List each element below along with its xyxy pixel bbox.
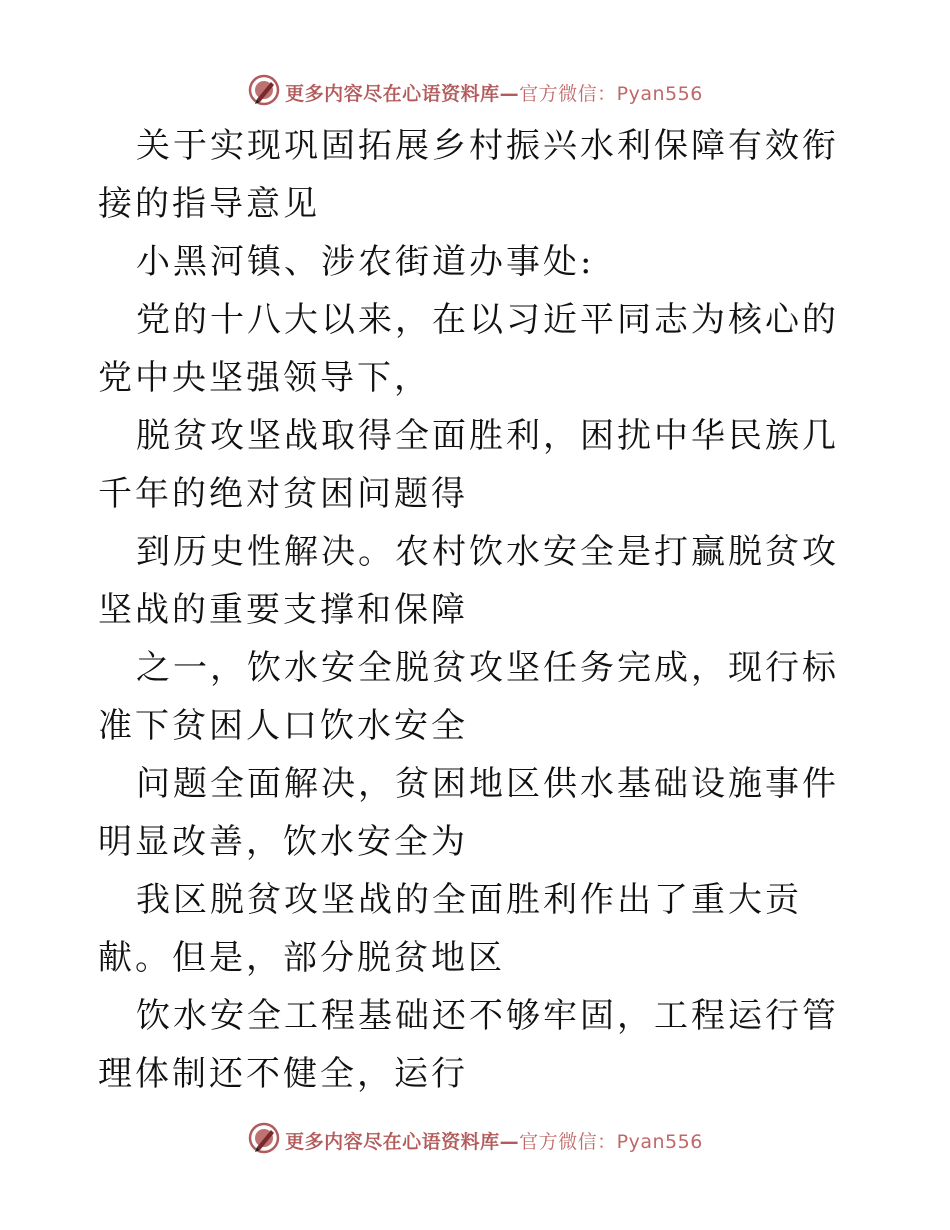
paragraph: 脱贫攻坚战取得全面胜利，困扰中华民族几千年的绝对贫困问题得 (98, 416, 839, 514)
banner-text: 更多内容尽在心语资料库—官方微信：Pyan556 (285, 1130, 703, 1153)
paragraph: 到历史性解决。农村饮水安全是打赢脱贫攻坚战的重要支撑和保障 (98, 532, 839, 630)
document-title: 关于实现巩固拓展乡村振兴水利保障有效衔接的指导意见 (98, 126, 839, 224)
paragraph: 我区脱贫攻坚战的全面胜利作出了重大贡献。但是，部分脱贫地区 (98, 880, 802, 978)
salutation: 小黑河镇、涉农街道办事处: (136, 242, 595, 282)
paragraph: 之一，饮水安全脱贫攻坚任务完成，现行标准下贫困人口饮水安全 (98, 648, 839, 746)
footer-banner (0, 1120, 950, 1160)
pen-seal-icon (247, 73, 285, 111)
paragraph: 问题全面解决，贫困地区供水基础设施事件明显改善，饮水安全为 (98, 764, 839, 862)
banner-wechat: 官方微信：Pyan556 (519, 1130, 703, 1153)
header-banner (0, 72, 950, 112)
document-body (98, 117, 858, 1103)
paragraph: 饮水安全工程基础还不够牢固，工程运行管理体制还不健全，运行 (98, 996, 839, 1094)
banner-text: 更多内容尽在心语资料库—官方微信：Pyan556 (285, 82, 703, 105)
paragraph: 党的十八大以来，在以习近平同志为核心的党中央坚强领导下， (98, 300, 839, 398)
banner-wechat: 官方微信：Pyan556 (519, 82, 703, 105)
pen-seal-icon (247, 1121, 285, 1159)
